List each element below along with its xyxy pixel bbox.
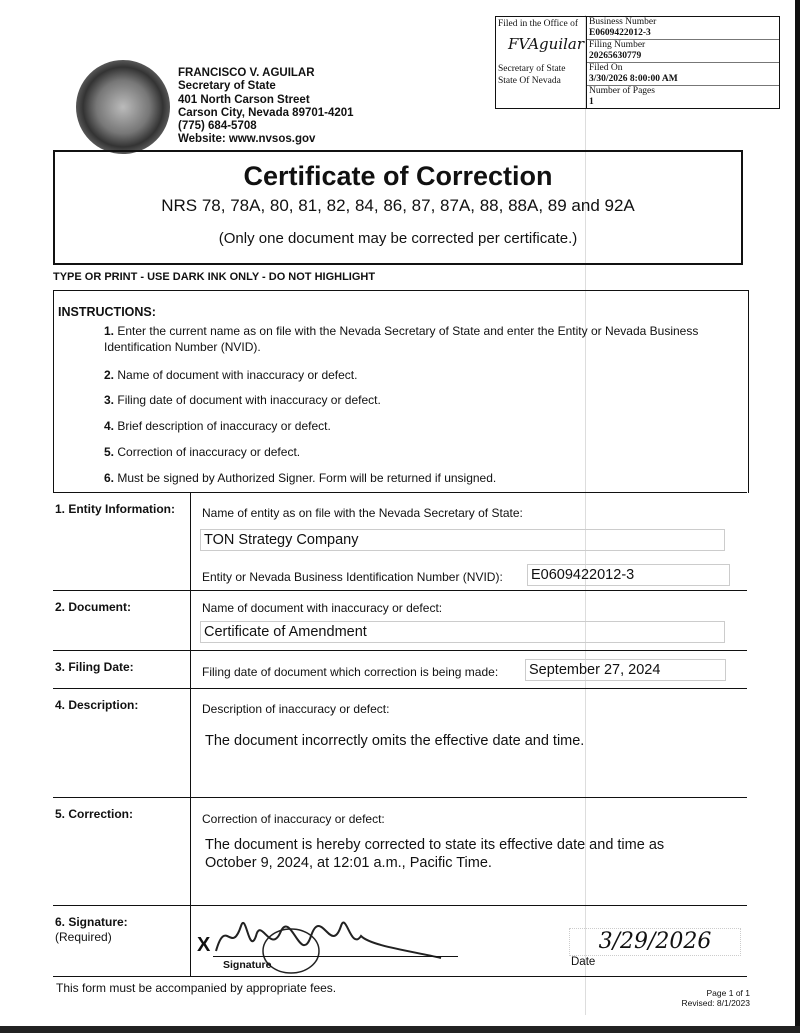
instructions-heading: INSTRUCTIONS:	[58, 305, 156, 319]
page-number: Page 1 of 1	[706, 988, 750, 998]
instruction-item: 5. Correction of inaccuracy or defect.	[104, 445, 301, 459]
street: 401 North Carson Street	[178, 93, 310, 106]
filing-date-field[interactable]: September 27, 2024	[525, 659, 726, 681]
fees-note: This form must be accompanied by appropriate fees.	[56, 981, 337, 995]
city: Carson City, Nevada 89701-4201	[178, 106, 354, 119]
signature-label: 6. Signature: (Required)	[55, 915, 128, 944]
business-number-value: E0609422012-3	[589, 27, 651, 38]
entity-label: 1. Entity Information:	[55, 502, 175, 516]
correction-section	[53, 797, 747, 906]
document-label: 2. Document:	[55, 600, 132, 614]
correction-label: 5. Correction:	[55, 807, 134, 821]
description-section	[53, 688, 747, 798]
signature-section	[53, 905, 747, 977]
phone: (775) 684-5708	[178, 120, 257, 133]
nvid-label: Entity or Nevada Business Identification Number (NVID):	[202, 570, 503, 584]
office-address	[178, 67, 354, 147]
description-field[interactable]: The document incorrectly omits the effective date and time.	[205, 733, 585, 749]
scan-edge	[795, 0, 800, 1033]
signature-date-field[interactable]: 3/29/2026	[569, 928, 741, 956]
business-number-cell	[587, 17, 779, 40]
filing-number-cell	[587, 40, 779, 63]
sos-label	[498, 63, 586, 87]
secretary-signature: FVAguilar	[508, 35, 585, 53]
signature-caption: Signature	[223, 959, 272, 971]
entity-section	[53, 492, 747, 591]
title-note: (Only one document may be corrected per certificate.)	[218, 230, 578, 247]
business-number-label: Business Number	[589, 17, 657, 27]
signature-x-mark: X	[197, 934, 211, 956]
filing-stamp-box	[495, 16, 780, 109]
filing-office-cell	[496, 17, 587, 108]
date-caption: Date	[571, 956, 596, 968]
nevada-seal-icon	[76, 60, 170, 154]
filed-on-label: Filed On	[589, 63, 623, 73]
ink-instruction: TYPE OR PRINT - USE DARK INK ONLY - DO NOT HIGHLIGHT	[53, 271, 376, 283]
scan-edge	[0, 1026, 800, 1033]
correction-field[interactable]: The document is hereby corrected to state its effective date and time as October 9, 2024, at 12:01 a.m., Pacific Time.	[205, 837, 665, 871]
document-section	[53, 590, 747, 651]
sos-line-1: Secretary of State	[498, 64, 566, 74]
website: Website: www.nvsos.gov	[178, 133, 316, 146]
document-name-field[interactable]: Certificate of Amendment	[200, 621, 725, 643]
secretary-title: Secretary of State	[178, 80, 276, 93]
nrs-list: NRS 78, 78A, 80, 81, 82, 84, 86, 87, 87A, 88, 88A, 89 and 92A	[161, 196, 635, 215]
filed-in-label: Filed in the Office of	[498, 19, 579, 29]
pages-value: 1	[589, 96, 594, 107]
secretary-name: FRANCISCO V. AGUILAR	[178, 67, 315, 79]
filed-on-cell	[587, 63, 779, 86]
instruction-item: 6. Must be signed by Authorized Signer. Form will be returned if unsigned.	[104, 471, 497, 485]
filing-number-label: Filing Number	[589, 40, 646, 50]
correction-prompt: Correction of inaccuracy or defect:	[202, 812, 385, 826]
filing-date-prompt: Filing date of document which correction is being made:	[202, 665, 499, 679]
pages-cell	[587, 86, 779, 108]
instruction-item: 4. Brief description of inaccuracy or defect.	[104, 419, 331, 433]
signature-line	[213, 956, 458, 957]
filed-on-value: 3/30/2026 8:00:00 AM	[589, 73, 678, 84]
instruction-item: 2. Name of document with inaccuracy or defect.	[104, 368, 358, 382]
sos-line-2: State Of Nevada	[498, 76, 561, 86]
filing-date-label: 3. Filing Date:	[55, 660, 134, 674]
description-label: 4. Description:	[55, 698, 139, 712]
instructions-box	[53, 290, 749, 493]
nvid-field[interactable]: E0609422012-3	[527, 564, 730, 586]
document-name-label: Name of document with inaccuracy or defect:	[202, 601, 443, 615]
filing-number-value: 20265630779	[589, 50, 642, 61]
page-info	[681, 988, 750, 1008]
entity-name-label: Name of entity as on file with the Nevada Secretary of State:	[202, 506, 523, 520]
instruction-item: 1. Enter the current name as on file with the Nevada Secretary of State and enter the Entity or Nevada Business Identification Number (NVID).	[104, 324, 699, 354]
entity-name-field[interactable]: TON Strategy Company	[200, 529, 725, 551]
page-title: Certificate of Correction	[243, 161, 553, 191]
pages-label: Number of Pages	[589, 86, 655, 96]
description-prompt: Description of inaccuracy or defect:	[202, 702, 390, 716]
instruction-item: 3. Filing date of document with inaccuracy or defect.	[104, 393, 381, 407]
filing-date-section	[53, 650, 747, 689]
revised-date: Revised: 8/1/2023	[681, 998, 750, 1008]
title-box	[53, 150, 743, 265]
